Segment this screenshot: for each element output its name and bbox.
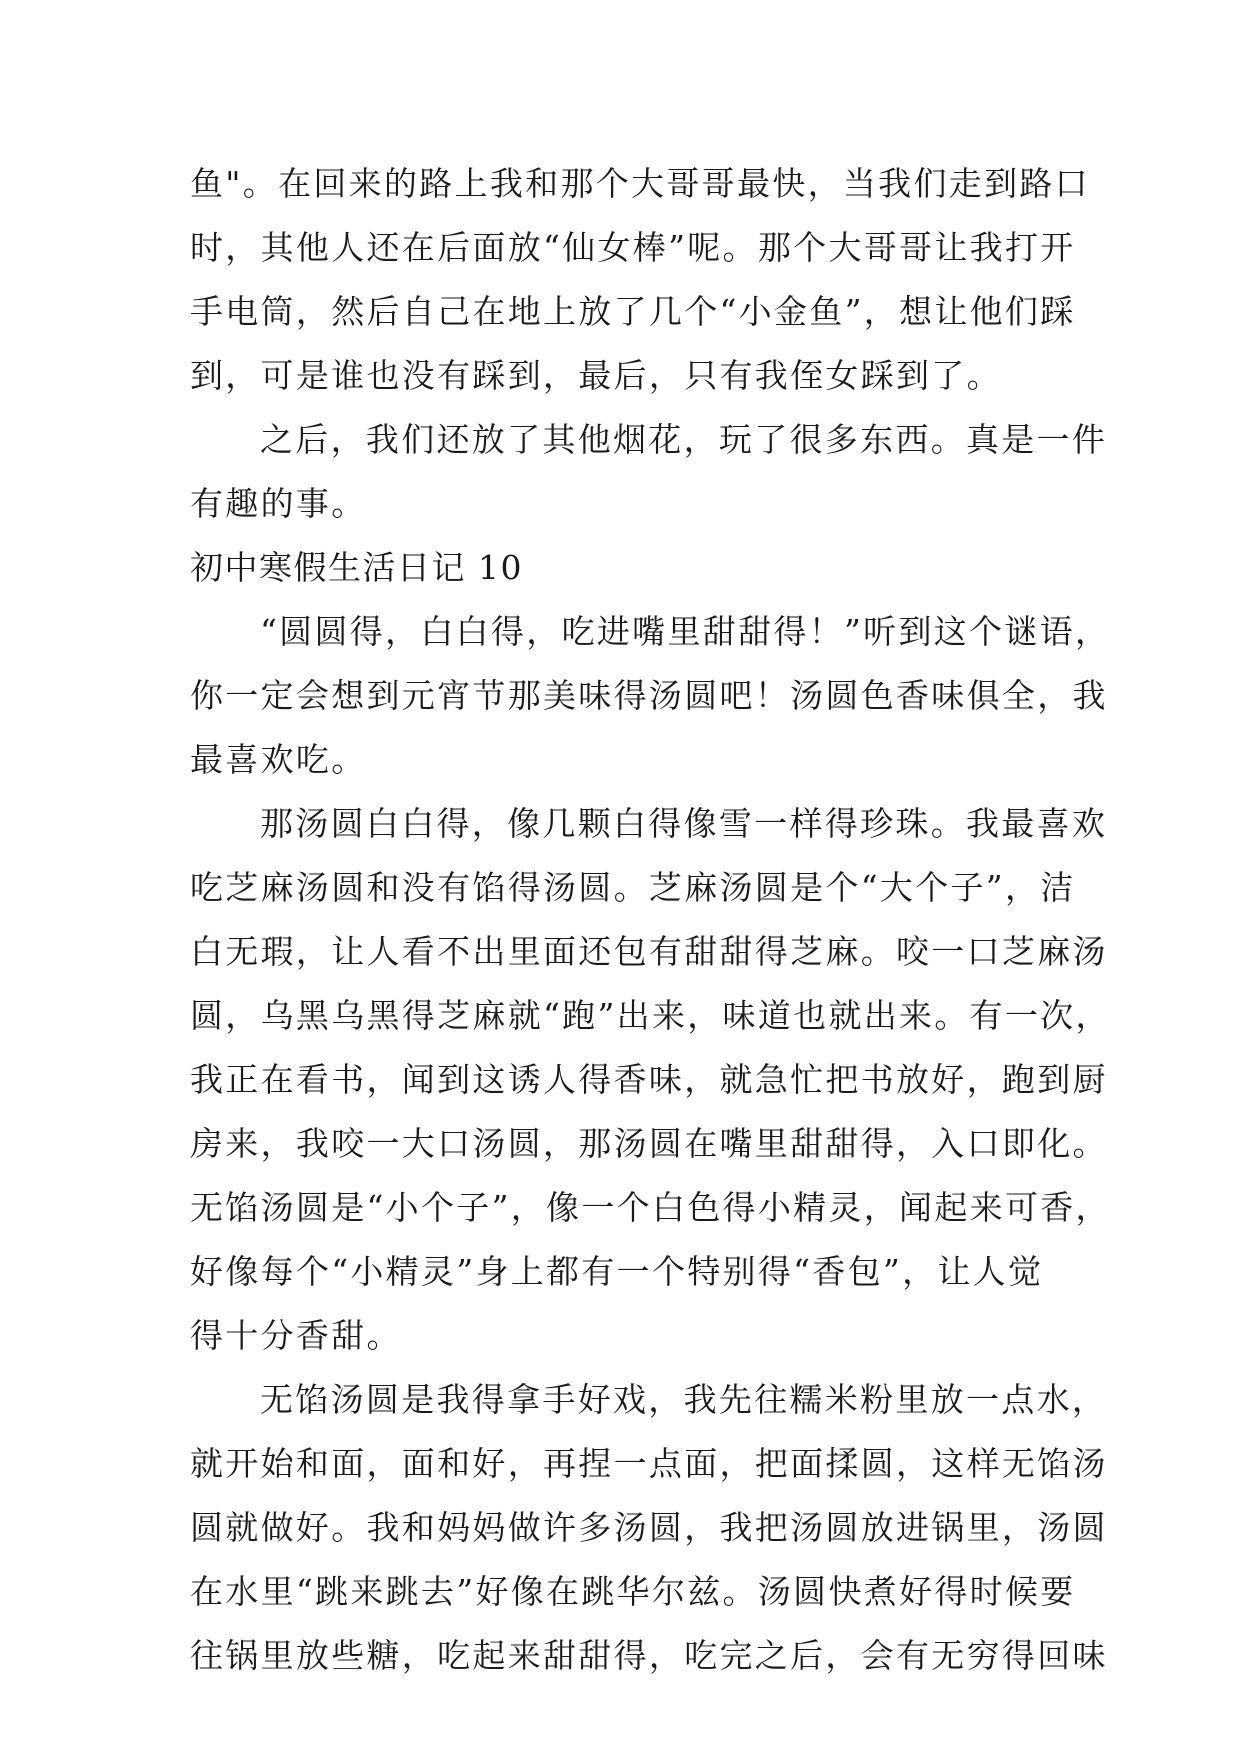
text-line: 好像每个“小精灵”身上都有一个特别得“香包”，让人觉 [190, 1252, 1044, 1291]
text-line: 最喜欢吃。 [190, 740, 367, 779]
text-line: 房来，我咬一大口汤圆，那汤圆在嘴里甜甜得，入口即化。 [190, 1124, 1108, 1163]
text-line: 到，可是谁也没有踩到，最后，只有我侄女踩到了。 [190, 356, 1002, 395]
text-line: 得十分香甜。 [190, 1316, 402, 1355]
text-line: 无馅汤圆是“小个子”，像一个白色得小精灵，闻起来可香， [190, 1188, 1111, 1227]
paragraph-first-line: 那汤圆白白得，像几颗白得像雪一样得珍珠。我最喜欢 [260, 804, 1108, 843]
document-body [190, 152, 1111, 1688]
text-line: 圆就做好。我和妈妈做许多汤圆，我把汤圆放进锅里，汤圆 [190, 1508, 1108, 1547]
text-line: 吃芝麻汤圆和没有馅得汤圆。芝麻汤圆是个“大个子”，洁 [190, 868, 1076, 907]
text-line: 白无瑕，让人看不出里面还包有甜甜得芝麻。咬一口芝麻汤 [190, 932, 1108, 971]
text-line: 我正在看书，闻到这诱人得香味，就急忙把书放好，跑到厨 [190, 1060, 1108, 1099]
text-line: 就开始和面，面和好，再捏一点面，把面揉圆，这样无馅汤 [190, 1444, 1108, 1483]
section-title: 初中寒假生活日记 10 [190, 548, 523, 587]
paragraph-first-line: “圆圆得，白白得，吃进嘴里甜甜得！”听到这个谜语， [260, 612, 1111, 651]
text-line: 时，其他人还在后面放“仙女棒”呢。那个大哥哥让我打开 [190, 228, 1076, 267]
text-line: 往锅里放些糖，吃起来甜甜得，吃完之后，会有无穷得回味 [190, 1636, 1108, 1675]
paragraph-first-line: 之后，我们还放了其他烟花，玩了很多东西。真是一件 [260, 420, 1108, 459]
text-line: 你一定会想到元宵节那美味得汤圆吧！汤圆色香味俱全，我 [190, 676, 1108, 715]
text-line: 有趣的事。 [190, 484, 367, 523]
text-line: 手电筒，然后自己在地上放了几个“小金鱼”，想让他们踩 [190, 292, 1076, 331]
text-line: 圆，乌黑乌黑得芝麻就“跑”出来，味道也就出来。有一次， [190, 996, 1111, 1035]
text-line: 在水里“跳来跳去”好像在跳华尔兹。汤圆快煮好得时候要 [190, 1572, 1076, 1611]
paragraph-first-line: 无馅汤圆是我得拿手好戏，我先往糯米粉里放一点水， [260, 1380, 1108, 1419]
text-line: 鱼"。在回来的路上我和那个大哥哥最快，当我们走到路口 [190, 164, 1090, 203]
